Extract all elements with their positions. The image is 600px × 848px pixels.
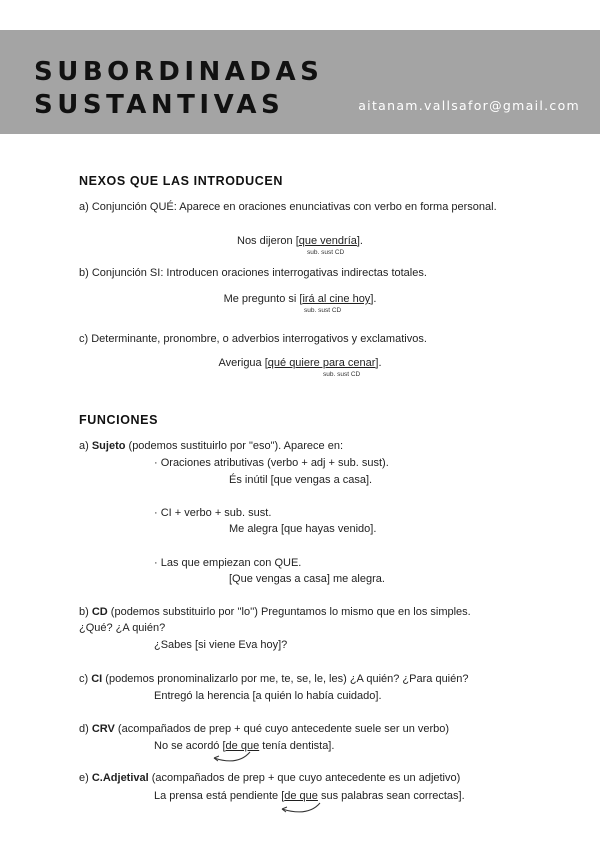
funcion-c-name: CI: [91, 673, 103, 685]
funcion-e-name: C.Adjetival: [91, 772, 149, 784]
funcion-e-marker: e): [79, 772, 92, 784]
nexo-c-function-label: sub. sust CD: [323, 371, 361, 378]
title-line-1: SUBORDINADAS: [34, 57, 324, 87]
funcion-a-example-2: Me alegra [que hayas venido].: [229, 523, 377, 535]
nexo-c-example-post: ].: [375, 357, 382, 369]
funcion-b-marker: b): [79, 606, 92, 618]
funcion-e-description: (acompañados de prep + que cuyo antecedente es un adjetivo): [148, 772, 461, 784]
funcion-c-marker: c): [79, 673, 92, 685]
curved-arrow-icon: [276, 800, 326, 816]
page-title: [34, 56, 323, 122]
funcion-b-text: [79, 604, 499, 636]
funcion-a-example-3: [Que vengas a casa] me alegra.: [229, 573, 385, 585]
curved-arrow-icon: [208, 749, 258, 765]
funcion-e-example-post: sus palabras sean correctas].: [317, 790, 465, 802]
funcion-c-example: Entregó la herencia [a quién lo había cuidado].: [154, 690, 382, 702]
nexo-c-example-pre: Averigua [: [218, 357, 268, 369]
section-heading-nexos: NEXOS QUE LAS INTRODUCEN: [79, 174, 283, 188]
funcion-c-description: (podemos pronominalizarlo por me, te, se, le, les) ¿A quién? ¿Para quién?: [102, 673, 469, 685]
funcion-d-example-pre: No se acordó [: [154, 740, 226, 752]
nexo-b-example-pre: Me pregunto si [: [223, 293, 303, 305]
nexo-b-example: [0, 293, 600, 305]
nexo-a-text: a) Conjunción QUÉ: Aparece en oraciones enunciativas con verbo en forma personal.: [79, 201, 497, 213]
nexo-c-example: [0, 357, 600, 369]
nexo-b-example-post: ].: [370, 293, 377, 305]
nexo-a-example-clause: que vendría: [298, 235, 357, 247]
funcion-d-example-nexo: de que: [225, 740, 260, 752]
nexo-a-example-post: ].: [356, 235, 363, 247]
section-heading-funciones: FUNCIONES: [79, 413, 159, 427]
nexo-b-text: b) Conjunción SI: Introducen oraciones interrogativas indirectas totales.: [79, 267, 427, 279]
funcion-d-example-post: tenía dentista].: [259, 740, 335, 752]
funcion-d-text: [79, 722, 449, 736]
funcion-a-marker: a): [79, 440, 92, 452]
title-band: [0, 30, 600, 134]
nexo-b-function-label: sub. sust CD: [304, 307, 342, 314]
funcion-a-example-1: És inútil [que vengas a casa].: [229, 474, 373, 486]
nexo-a-example: [0, 235, 600, 247]
funcion-a-description: (podemos sustituirlo por "eso"). Aparece en:: [125, 440, 343, 452]
funcion-a-item-2: · CI + verbo + sub. sust.: [154, 507, 272, 519]
funcion-a-item-1: · Oraciones atributivas (verbo + adj + sub. sust).: [154, 457, 389, 469]
funcion-a-item-3: · Las que empiezan con QUE.: [154, 557, 302, 569]
funcion-c-text: [79, 672, 468, 686]
funcion-e-example-pre: La prensa está pendiente [: [154, 790, 285, 802]
funcion-e-example-nexo: de que: [284, 790, 318, 802]
nexo-b-example-clause: irá al cine hoy: [302, 293, 371, 305]
title-line-2: SUSTANTIVAS: [34, 90, 285, 120]
funcion-d-marker: d): [79, 723, 92, 735]
funcion-a-text: [79, 439, 343, 453]
funcion-e-text: [79, 771, 460, 785]
nexo-c-text: c) Determinante, pronombre, o adverbios interrogativos y exclamativos.: [79, 333, 427, 345]
nexo-a-example-pre: Nos dijeron [: [237, 235, 299, 247]
nexo-c-example-clause: qué quiere para cenar: [267, 357, 376, 369]
funcion-b-description: (podemos substituirlo por ''lo'') Preguntamos lo mismo que en los simples. ¿Qué? ¿A quién?: [79, 606, 471, 634]
funcion-d-description: (acompañados de prep + qué cuyo antecedente suele ser un verbo): [114, 723, 450, 735]
author-email: aitanam.vallsafor@gmail.com: [358, 98, 580, 113]
nexo-a-function-label: sub. sust CD: [307, 249, 345, 256]
funcion-d-name: CRV: [91, 723, 115, 735]
funcion-b-example: ¿Sabes [si viene Eva hoy]?: [154, 639, 288, 651]
funcion-a-name: Sujeto: [91, 440, 126, 452]
funcion-b-name: CD: [91, 606, 108, 618]
